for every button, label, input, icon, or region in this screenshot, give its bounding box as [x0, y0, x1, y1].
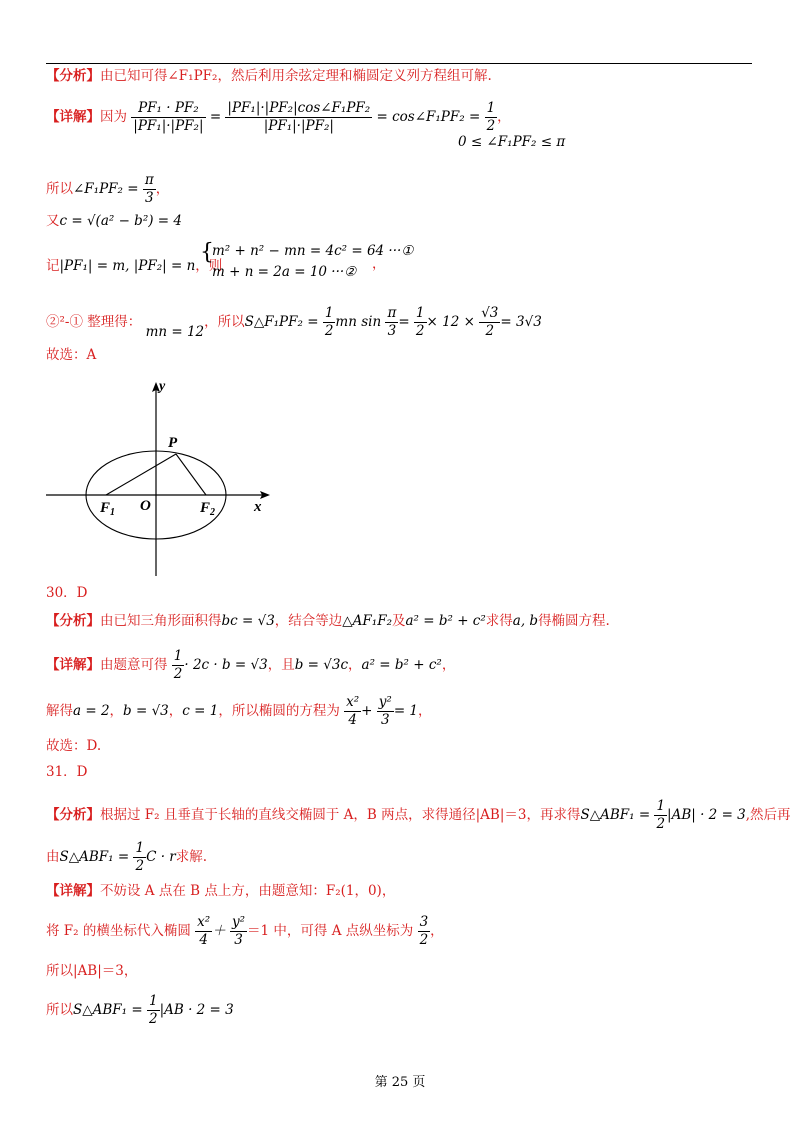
q31-substitute: 将 F₂ 的横坐标代入椭圆 $\frac{\text{x²}}{4}$ ＋ $\frac{\text{y²}}{3}$ ＝1 中，可得 A 点纵坐标为 $\frac{3}{2}$ ，	[46, 914, 444, 948]
label-p: P	[168, 435, 178, 451]
fraction: $\frac{\pi}{3}$	[144, 172, 154, 206]
text-segment: 因为	[100, 108, 127, 125]
header-rule	[46, 63, 752, 64]
ellipse-figure	[40, 372, 280, 582]
fraction: $\frac{1}{2}$	[656, 798, 666, 832]
angle-range	[458, 134, 565, 151]
segment-p-f2	[176, 454, 206, 495]
fraction: $\frac{1}{2}$	[324, 305, 334, 339]
system-line	[46, 258, 222, 275]
math-segment: ∠F₁PF₂ =	[73, 180, 139, 197]
math-segment: |PF₁| = m, |PF₂| = n	[59, 258, 196, 274]
fraction: $\frac{\pi}{3}$	[387, 305, 397, 339]
text-segment: 记	[46, 258, 60, 274]
q30-heading: 30．D	[46, 585, 88, 601]
fraction: $\frac{1}{2}$	[148, 993, 158, 1027]
text-segment: ，则	[195, 258, 223, 274]
math-segment: 0 ≤ ∠F₁PF₂ ≤ π	[458, 134, 566, 150]
q30-detail: 【详解】由题意可得 $\frac{1}{2}$ · 2c · b = √3，且b = √3c，a² = b² + c²，	[46, 648, 456, 682]
q31-analysis: 【分析】根据过 F₂ 且垂直于长轴的直线交椭圆于 A，B 两点，求得通径|AB|＝3，再求得S△ABF₁ = $\frac{1}{2}$ |AB| · 2 = 3,然后再	[46, 798, 791, 832]
system-comma: ，	[372, 256, 386, 272]
fraction: $\frac{\text{|PF₁|·|PF₂|cos∠F₁PF₂}}{\text{|PF₁|·|PF₂|}}$	[227, 100, 371, 134]
result-angle-line	[46, 172, 169, 207]
fraction: $\frac{1}{2}$	[415, 305, 425, 339]
system-eq-1: m² + n² − mn = 4c² = 64 ···①	[212, 243, 414, 259]
segment-f1-p	[106, 454, 176, 495]
text-segment: 又	[46, 213, 60, 229]
fraction: $\frac{\text{x²}}{4}$	[197, 914, 211, 948]
q30-answer: 故选：D.	[46, 738, 102, 754]
fraction: $\frac{\text{x²}}{4}$	[346, 694, 360, 728]
fraction: $\frac{1}{2}$	[173, 648, 183, 682]
fraction: $\frac{\text{PF₁ · PF₂}}{\text{|PF₁|·|PF₂|}}$	[133, 100, 204, 134]
math-segment: mn = 12	[145, 323, 205, 340]
math-segment: S△F₁PF₂ =	[244, 313, 319, 330]
text-segment: ，	[155, 180, 170, 197]
q31-area: 所以S△ABF₁ = $\frac{1}{2}$ |AB · 2 = 3	[46, 993, 234, 1027]
system-eq-2: m + n = 2a = 10 ···②	[212, 264, 357, 280]
label-f2: $F_2$	[200, 500, 216, 518]
math-segment: = cos∠F₁PF₂ =	[376, 108, 481, 125]
label-x: x	[254, 499, 262, 515]
detail-tag: 【详解】	[46, 108, 100, 125]
area-line: ②²-① 整理得： mn = 12，所以S△F₁PF₂ = $\frac{1}{2}$ mn sin $\frac{\pi}{3}$ = $\frac{1}{2}$ × 12 × $\frac{√3}{2}$ = 3√3	[46, 305, 542, 340]
label-y: y	[159, 379, 166, 394]
q30-analysis: 【分析】由已知三角形面积得bc = √3，结合等边△AF₁F₂及a² = b² + c²求得a, b得椭圆方程.	[46, 613, 610, 629]
analysis-tag: 【分析】	[46, 68, 100, 84]
text-segment: ，	[497, 108, 511, 125]
fraction: $\frac{1}{2}$	[486, 100, 496, 134]
system-brace: {	[200, 240, 214, 265]
fraction: $\frac{1}{2}$	[135, 840, 145, 874]
q31-detail: 【详解】不妨设 A 点在 B 点上方，由题意知：F₂(1，0)，	[46, 883, 396, 899]
fraction: $\frac{\text{y²}}{3}$	[378, 694, 392, 728]
math-segment: =	[209, 108, 222, 125]
q31-analysis-2: 由S△ABF₁ = $\frac{1}{2}$ C · r求解.	[46, 840, 208, 874]
q30-solution: 解得a = 2，b = √3，c = 1，所以椭圆的方程为 $\frac{\text{x²}}{4}$ + $\frac{\text{y²}}{3}$ = 1，	[46, 694, 432, 728]
text-segment: ，所以	[204, 313, 245, 330]
fraction: $\frac{√3}{2}$	[481, 305, 499, 339]
detail-line-2	[46, 100, 511, 135]
label-o: O	[140, 498, 151, 514]
text-segment: ②²-① 整理得：	[46, 313, 142, 330]
analysis-line-1	[46, 68, 492, 85]
analysis-text: 由已知可得∠F₁PF₂，然后利用余弦定理和椭圆定义列方程组可解.	[100, 68, 492, 84]
label-f1: $F_1$	[100, 500, 116, 518]
fraction: $\frac{3}{2}$	[419, 914, 429, 948]
answer-line: 故选：A	[46, 347, 97, 363]
math-segment: c = √(a² − b²) = 4	[59, 213, 182, 229]
c-value-line	[46, 213, 182, 230]
text-segment: 所以	[46, 180, 73, 197]
q31-heading: 31．D	[46, 764, 88, 780]
page-number: 第 25 页	[374, 1075, 426, 1090]
q31-ab-length: 所以|AB|＝3，	[46, 963, 138, 979]
fraction: $\frac{\text{y²}}{3}$	[232, 914, 246, 948]
